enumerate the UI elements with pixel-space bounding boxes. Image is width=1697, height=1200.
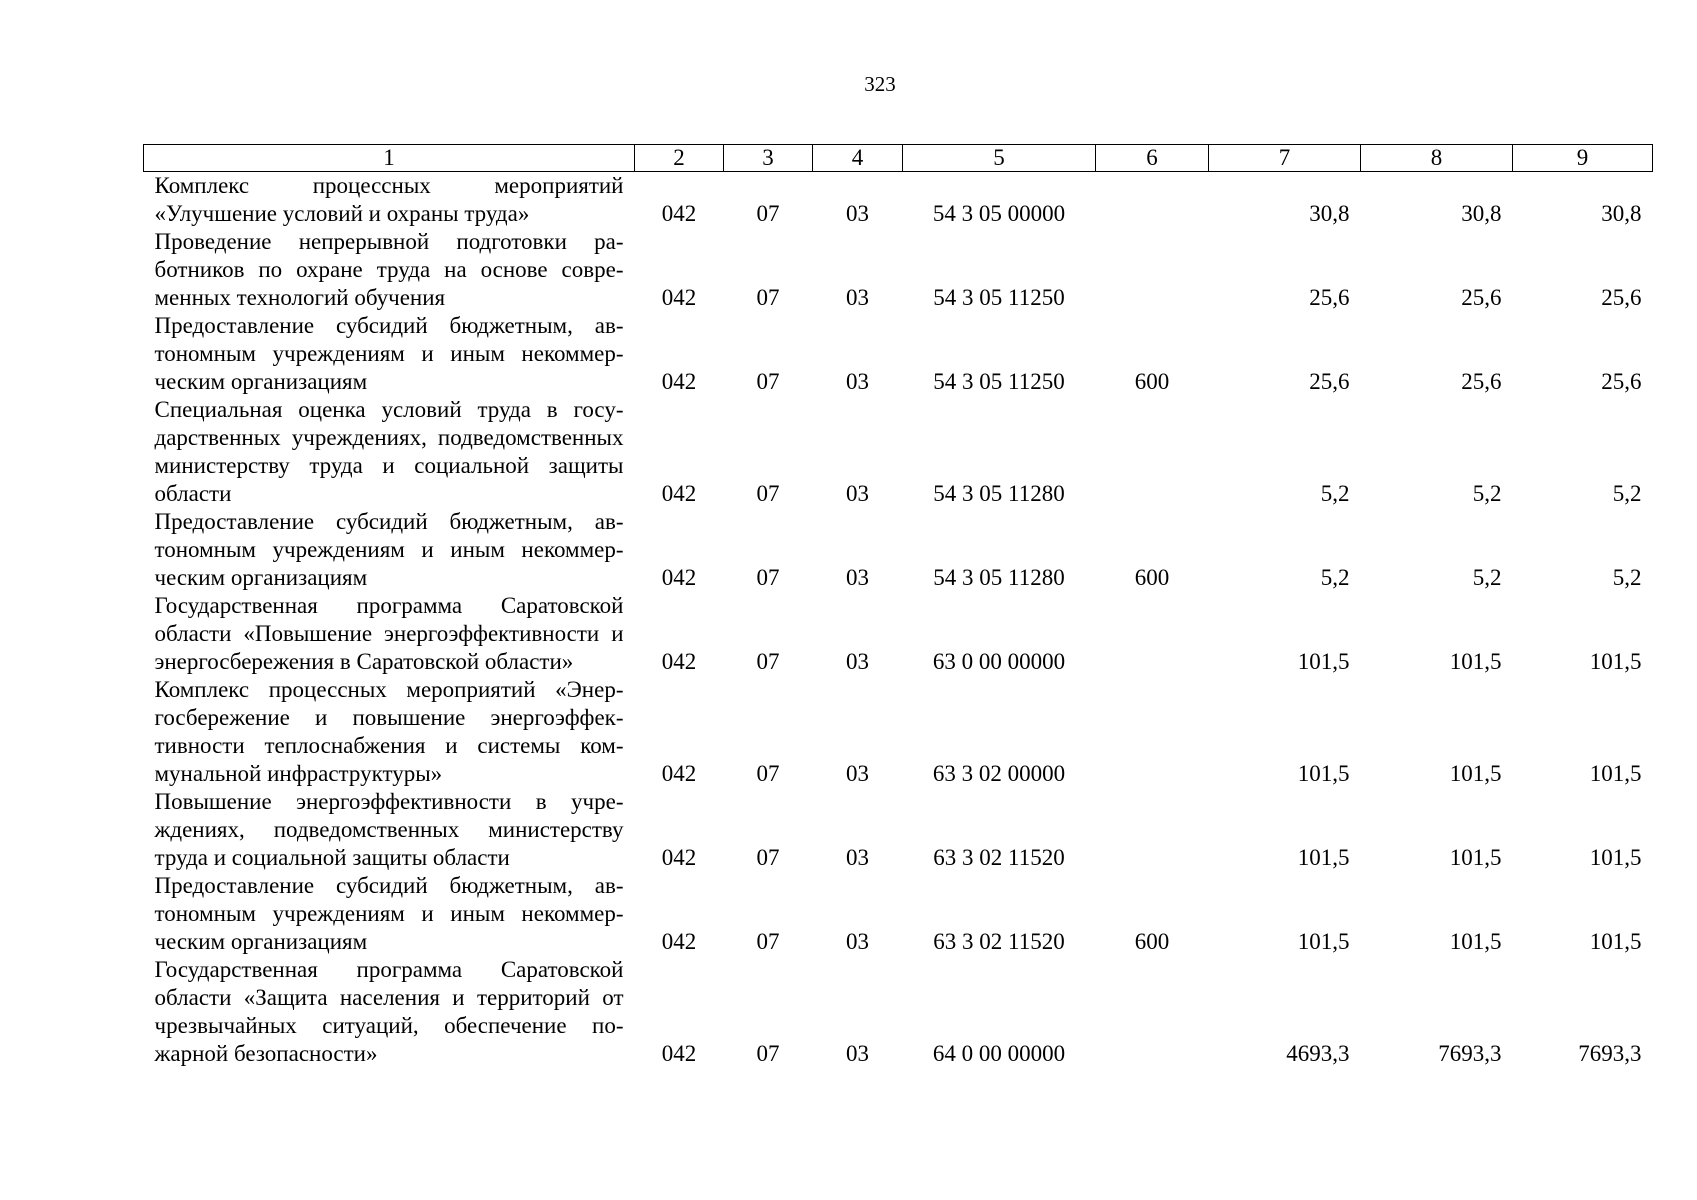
cell-subsection: 03 xyxy=(846,1041,869,1066)
cell-amount-3: 25,6 xyxy=(1601,369,1642,394)
cell-target-item: 64 0 00 00000 xyxy=(932,1041,1066,1066)
cell-expense-type xyxy=(1096,396,1209,508)
cell-amount-3: 30,8 xyxy=(1601,201,1642,226)
cell-section: 07 xyxy=(756,201,780,226)
cell-amount-1: 5,2 xyxy=(1320,565,1350,590)
cell-amount-3: 101,5 xyxy=(1589,649,1642,674)
row-name: Повышение энергоэффективности в учреждениях, подведомственных министерству труда и социальной защиты области xyxy=(154,789,624,870)
cell-amount-2: 7693,3 xyxy=(1438,1041,1502,1066)
table-row xyxy=(144,676,1653,788)
cell-expense-type xyxy=(1096,172,1209,229)
cell-section: 07 xyxy=(756,565,780,590)
table-row xyxy=(144,592,1653,676)
cell-section: 07 xyxy=(756,369,780,394)
cell-amount-2: 5,2 xyxy=(1472,565,1502,590)
column-header-3: 3 xyxy=(724,145,813,172)
cell-target-item: 63 3 02 11520 xyxy=(933,929,1065,954)
row-name: Предоставление субсидий бюджетным, автономным учреждениям и иным некоммерческим организациям xyxy=(154,873,624,954)
cell-subsection: 03 xyxy=(846,845,869,870)
cell-expense-type xyxy=(1096,228,1209,312)
cell-ministry: 042 xyxy=(661,649,697,674)
cell-ministry: 042 xyxy=(661,845,697,870)
row-name: Специальная оценка условий труда в государственных учреждениях, подведомственных министерству труда и социальной защиты области xyxy=(154,397,624,506)
cell-amount-1: 25,6 xyxy=(1309,369,1350,394)
column-header-5: 5 xyxy=(903,145,1096,172)
cell-amount-1: 30,8 xyxy=(1309,201,1350,226)
cell-subsection: 03 xyxy=(846,369,869,394)
cell-expense-type: 600 xyxy=(1134,565,1170,590)
cell-target-item: 54 3 05 11250 xyxy=(933,369,1065,394)
row-name: Предоставление субсидий бюджетным, автономным учреждениям и иным некоммерческим организациям xyxy=(154,509,624,590)
column-header-4: 4 xyxy=(813,145,903,172)
row-name: Проведение непрерывной подготовки работников по охране труда на основе современных технологий обучения xyxy=(154,229,624,310)
row-name: Государственная программа Саратовской области «Защита населения и территорий от чрезвычайных ситуаций, обеспечение пожарной безопасности» xyxy=(154,957,624,1066)
cell-amount-2: 101,5 xyxy=(1449,929,1502,954)
column-header-7: 7 xyxy=(1209,145,1361,172)
cell-section: 07 xyxy=(756,761,780,786)
column-header-9: 9 xyxy=(1513,145,1653,172)
cell-section: 07 xyxy=(756,845,780,870)
cell-amount-3: 101,5 xyxy=(1589,929,1642,954)
cell-amount-2: 101,5 xyxy=(1449,845,1502,870)
cell-target-item: 63 3 02 11520 xyxy=(933,845,1065,870)
cell-amount-2: 101,5 xyxy=(1449,649,1502,674)
cell-target-item: 63 0 00 00000 xyxy=(932,649,1066,674)
table-row xyxy=(144,956,1653,1068)
table-row xyxy=(144,396,1653,508)
cell-amount-3: 25,6 xyxy=(1601,285,1642,310)
table-row xyxy=(144,172,1653,229)
budget-table xyxy=(143,144,1653,1068)
cell-subsection: 03 xyxy=(846,929,869,954)
cell-section: 07 xyxy=(756,929,780,954)
cell-section: 07 xyxy=(756,649,780,674)
cell-subsection: 03 xyxy=(846,285,869,310)
cell-subsection: 03 xyxy=(846,481,869,506)
cell-amount-3: 5,2 xyxy=(1612,565,1642,590)
cell-ministry: 042 xyxy=(661,761,697,786)
row-name: Предоставление субсидий бюджетным, автономным учреждениям и иным некоммерческим организациям xyxy=(154,313,624,394)
column-header-6: 6 xyxy=(1096,145,1209,172)
column-header-1: 1 xyxy=(144,145,635,172)
cell-expense-type xyxy=(1096,788,1209,872)
cell-ministry: 042 xyxy=(661,369,697,394)
cell-subsection: 03 xyxy=(846,201,869,226)
cell-expense-type: 600 xyxy=(1134,929,1170,954)
table-row xyxy=(144,788,1653,872)
cell-amount-2: 101,5 xyxy=(1449,761,1502,786)
cell-amount-1: 5,2 xyxy=(1320,481,1350,506)
row-name: Комплекс процессных мероприятий «Энергосбережение и повышение энергоэффективности теплоснабжения и системы коммунальной инфраструктуры» xyxy=(154,677,624,786)
cell-amount-1: 25,6 xyxy=(1309,285,1350,310)
cell-target-item: 54 3 05 11280 xyxy=(933,481,1065,506)
table-row xyxy=(144,872,1653,956)
cell-expense-type xyxy=(1096,676,1209,788)
cell-section: 07 xyxy=(756,285,780,310)
cell-ministry: 042 xyxy=(661,481,697,506)
cell-amount-1: 101,5 xyxy=(1297,845,1350,870)
cell-amount-3: 101,5 xyxy=(1589,761,1642,786)
cell-target-item: 63 3 02 00000 xyxy=(932,761,1066,786)
cell-amount-2: 25,6 xyxy=(1461,285,1502,310)
cell-expense-type xyxy=(1096,956,1209,1068)
cell-amount-1: 101,5 xyxy=(1297,649,1350,674)
cell-section: 07 xyxy=(756,1041,780,1066)
table-row xyxy=(144,312,1653,396)
cell-target-item: 54 3 05 11280 xyxy=(933,565,1065,590)
cell-ministry: 042 xyxy=(661,285,697,310)
cell-amount-1: 101,5 xyxy=(1297,929,1350,954)
cell-target-item: 54 3 05 11250 xyxy=(933,285,1065,310)
cell-amount-3: 7693,3 xyxy=(1578,1041,1642,1066)
cell-subsection: 03 xyxy=(846,565,869,590)
cell-ministry: 042 xyxy=(661,1041,697,1066)
cell-amount-2: 5,2 xyxy=(1472,481,1502,506)
table-row xyxy=(144,508,1653,592)
page-number: 323 xyxy=(864,72,896,96)
cell-ministry: 042 xyxy=(661,201,697,226)
table-header-row xyxy=(144,145,1653,172)
row-name: Комплекс процессных мероприятий «Улучшение условий и охраны труда» xyxy=(154,173,624,226)
cell-amount-1: 101,5 xyxy=(1297,761,1350,786)
cell-amount-1: 4693,3 xyxy=(1286,1041,1350,1066)
cell-ministry: 042 xyxy=(661,929,697,954)
cell-target-item: 54 3 05 00000 xyxy=(932,201,1066,226)
column-header-2: 2 xyxy=(635,145,724,172)
cell-subsection: 03 xyxy=(846,649,869,674)
cell-amount-2: 25,6 xyxy=(1461,369,1502,394)
cell-subsection: 03 xyxy=(846,761,869,786)
column-header-8: 8 xyxy=(1361,145,1513,172)
cell-expense-type: 600 xyxy=(1134,369,1170,394)
table-row xyxy=(144,228,1653,312)
cell-section: 07 xyxy=(756,481,780,506)
cell-amount-3: 5,2 xyxy=(1612,481,1642,506)
cell-ministry: 042 xyxy=(661,565,697,590)
row-name: Государственная программа Саратовской области «Повышение энергоэффективности и энергосбережения в Саратовской области» xyxy=(154,593,624,674)
cell-amount-3: 101,5 xyxy=(1589,845,1642,870)
cell-amount-2: 30,8 xyxy=(1461,201,1502,226)
cell-expense-type xyxy=(1096,592,1209,676)
